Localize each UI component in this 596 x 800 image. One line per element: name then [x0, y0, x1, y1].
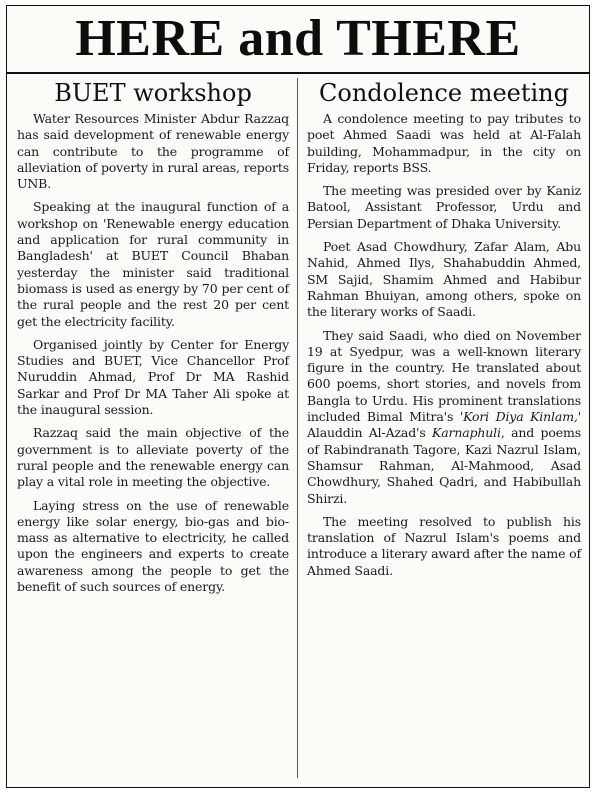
- section-title: HERE and THERE: [75, 10, 521, 67]
- article-body: [17, 111, 289, 595]
- masthead: [7, 6, 589, 74]
- paragraph-text: They said Saadi, who died on November 19 at Syedpur, was a well-known literary figure in the country. He translated about 600 poems, short stories, and novels from Bangla to Urdu. His prominent translations included Bimal Mitra's: [307, 327, 581, 425]
- article-paragraph: The meeting was presided over by Kaniz Batool, Assistant Professor, Urdu and Persian Department of Dhaka University.: [307, 183, 581, 231]
- paragraph-text: , and poems of Rabindranath Tagore, Kazi Nazrul Islam, Shamsur Rahman, Al-Mahmood, Asad Chowdhury, Shahed Qadri, and Habibullah Shirzi.: [307, 425, 581, 506]
- right-column-article: [307, 80, 581, 586]
- column-divider: [297, 78, 298, 778]
- left-column-article: [17, 80, 289, 602]
- article-paragraph: Speaking at the inaugural function of a workshop on 'Renewable energy education and application for rural community in Bangladesh' at BUET Council Bhaban yesterday the minister said traditional biomass is used as energy by 70 per cent of the rural people and the rest 20 per cent get the electricity facility.: [17, 199, 289, 329]
- article-paragraph: Laying stress on the use of renewable energy like solar energy, bio-gas and bio-mass as alternative to electricity, he called upon the engineers and experts to create awareness among the people to get the benefit of such sources of energy.: [17, 497, 289, 595]
- book-title: 'Kori Diya Kinlam,': [459, 409, 582, 425]
- article-paragraph: [307, 328, 581, 507]
- article-paragraph: Poet Asad Chowdhury, Zafar Alam, Abu Nahid, Ahmed Ilys, Shahabuddin Ahmed, SM Sajid, Shamim Ahmed and Habibur Rahman Bhuiyan, among others, spoke on the literary works of Saadi.: [307, 239, 581, 320]
- article-paragraph: Razzaq said the main objective of the government is to alleviate poverty of the rural people and the renewable energy can play a vital role in meeting the objective.: [17, 425, 289, 490]
- newspaper-clipping: [6, 5, 590, 788]
- article-headline: BUET workshop: [54, 79, 252, 107]
- article-paragraph: Organised jointly by Center for Energy Studies and BUET, Vice Chancellor Prof Nuruddin Ahmad, Prof Dr MA Rashid Sarkar and Prof Dr MA Taher Ali spoke at the inaugural session.: [17, 336, 289, 418]
- article-paragraph: A condolence meeting to pay tributes to poet Ahmed Saadi was held at Al-Falah building, Mohammadpur, in the city on Friday, reports BSS.: [307, 111, 581, 175]
- book-title: Karnaphuli: [432, 425, 501, 441]
- article-paragraph: Water Resources Minister Abdur Razzaq has said development of renewable energy can contribute to the programme of alleviation of poverty in rural areas, reports UNB.: [17, 111, 289, 192]
- article-paragraph: The meeting resolved to publish his translation of Nazrul Islam's poems and introduce a literary award after the name of Ahmed Saadi.: [307, 513, 582, 578]
- paragraph-text: Alauddin Al-Azad's: [307, 425, 432, 441]
- article-body: [307, 111, 581, 579]
- article-headline: Condolence meeting: [319, 79, 569, 107]
